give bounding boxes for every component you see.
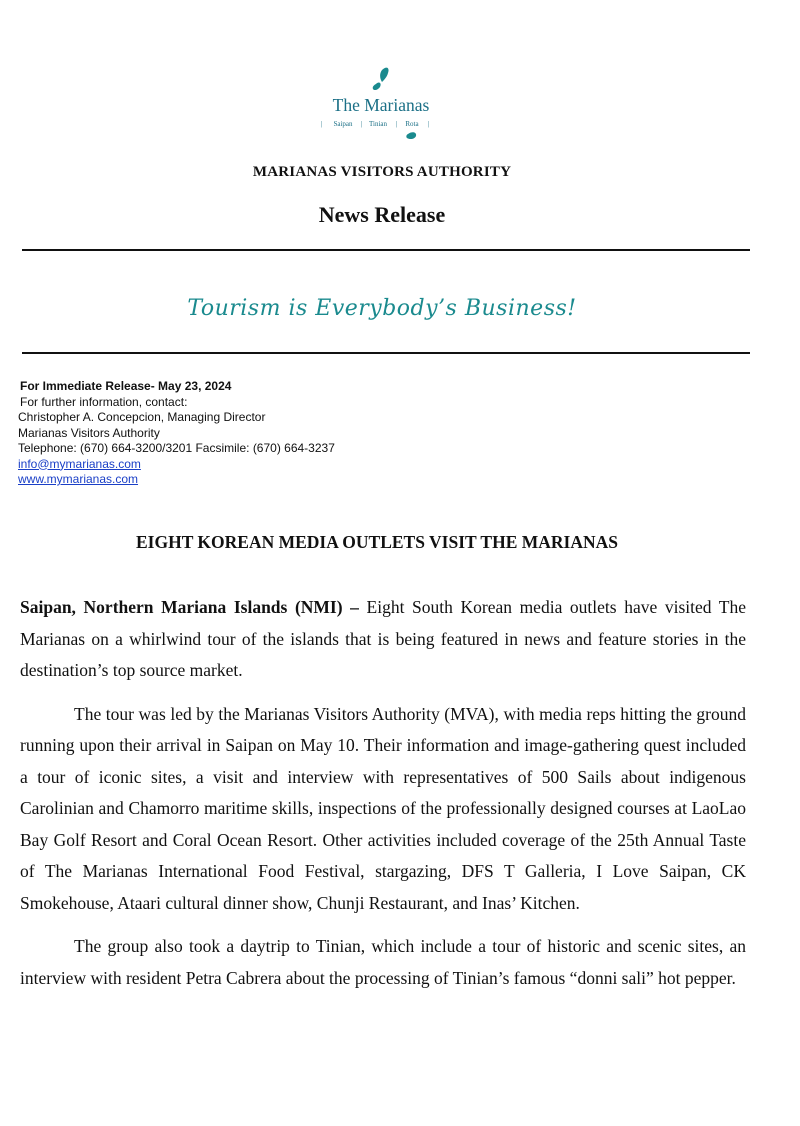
article-dateline: Saipan, Northern Mariana Islands (NMI) – — [20, 597, 359, 617]
contact-email-link[interactable]: info@mymarianas.com — [18, 456, 141, 471]
logo-separator: | — [428, 120, 430, 128]
marianas-logo-graphic — [316, 60, 446, 144]
contact-phone-fax: Telephone: (670) 664-3200/3201 Facsimile: (670) 664-3237 — [18, 441, 335, 455]
header-divider-bottom — [22, 352, 750, 354]
marianas-logo — [316, 60, 446, 144]
saipan-island-shape — [380, 68, 388, 82]
paragraph-3-text: The group also took a daytrip to Tinian, which include a tour of historic and scenic sites, an interview with resident Petra Cabrera about the processing of Tinian’s famous “donni sali” hot pepper. — [20, 936, 746, 988]
article-headline: EIGHT KOREAN MEDIA OUTLETS VISIT THE MARIANAS — [135, 532, 619, 552]
rota-island-shape — [406, 132, 416, 139]
paragraph-1-text: Eight South Korean media outlets have visited The Marianas on a whirlwind tour of the islands that is being featured in news and feature stories in the destination’s top source market. — [20, 597, 746, 680]
paragraph-2-text: The tour was led by the Marianas Visitors Authority (MVA), with media reps hitting the ground running upon their arrival in Saipan on May 10. Their information and image-gathering quest included a tour of iconic sites, a visit and interview with representatives of 500 Sails about indigenous Carolinian and Chamorro maritime skills, inspections of the professionally designed courses at LaoLao Bay Golf Resort and Coral Ocean Resort. Other activities included coverage of the 25th Annual Taste of The Marianas International Food Festival, stargazing, DFS T Galleria, I Love Saipan, CK Smokehouse, Ataari cultural dinner show, Chunji Restaurant, and Inas’ Kitchen. — [20, 703, 746, 913]
document-type-title: News Release — [318, 202, 446, 227]
contact-website-link[interactable]: www.mymarianas.com — [18, 472, 139, 486]
logo-separator: | — [321, 120, 323, 128]
logo-island-tinian: Tinian — [368, 120, 388, 128]
logo-title: The Marianas — [332, 95, 430, 115]
logo-island-saipan: Saipan — [333, 120, 353, 128]
contact-organization: Marianas Visitors Authority — [18, 425, 160, 440]
article-body — [20, 592, 746, 1006]
logo-separator: | — [396, 120, 398, 128]
slogan: Tourism is Everybody’s Business! — [187, 296, 577, 321]
organization-heading: MARIANAS VISITORS AUTHORITY — [252, 164, 512, 180]
header-divider-top — [22, 249, 750, 251]
further-info-line: For further information, contact: — [20, 394, 188, 409]
logo-island-rota: Rota — [405, 120, 419, 128]
contact-name-title: Christopher A. Concepcion, Managing Director — [18, 410, 266, 424]
tinian-island-shape — [373, 83, 381, 90]
contact-block — [18, 379, 335, 488]
article-paragraph — [20, 592, 746, 687]
logo-separator: | — [361, 120, 363, 128]
release-date-line: For Immediate Release- May 23, 2024 — [20, 379, 232, 393]
